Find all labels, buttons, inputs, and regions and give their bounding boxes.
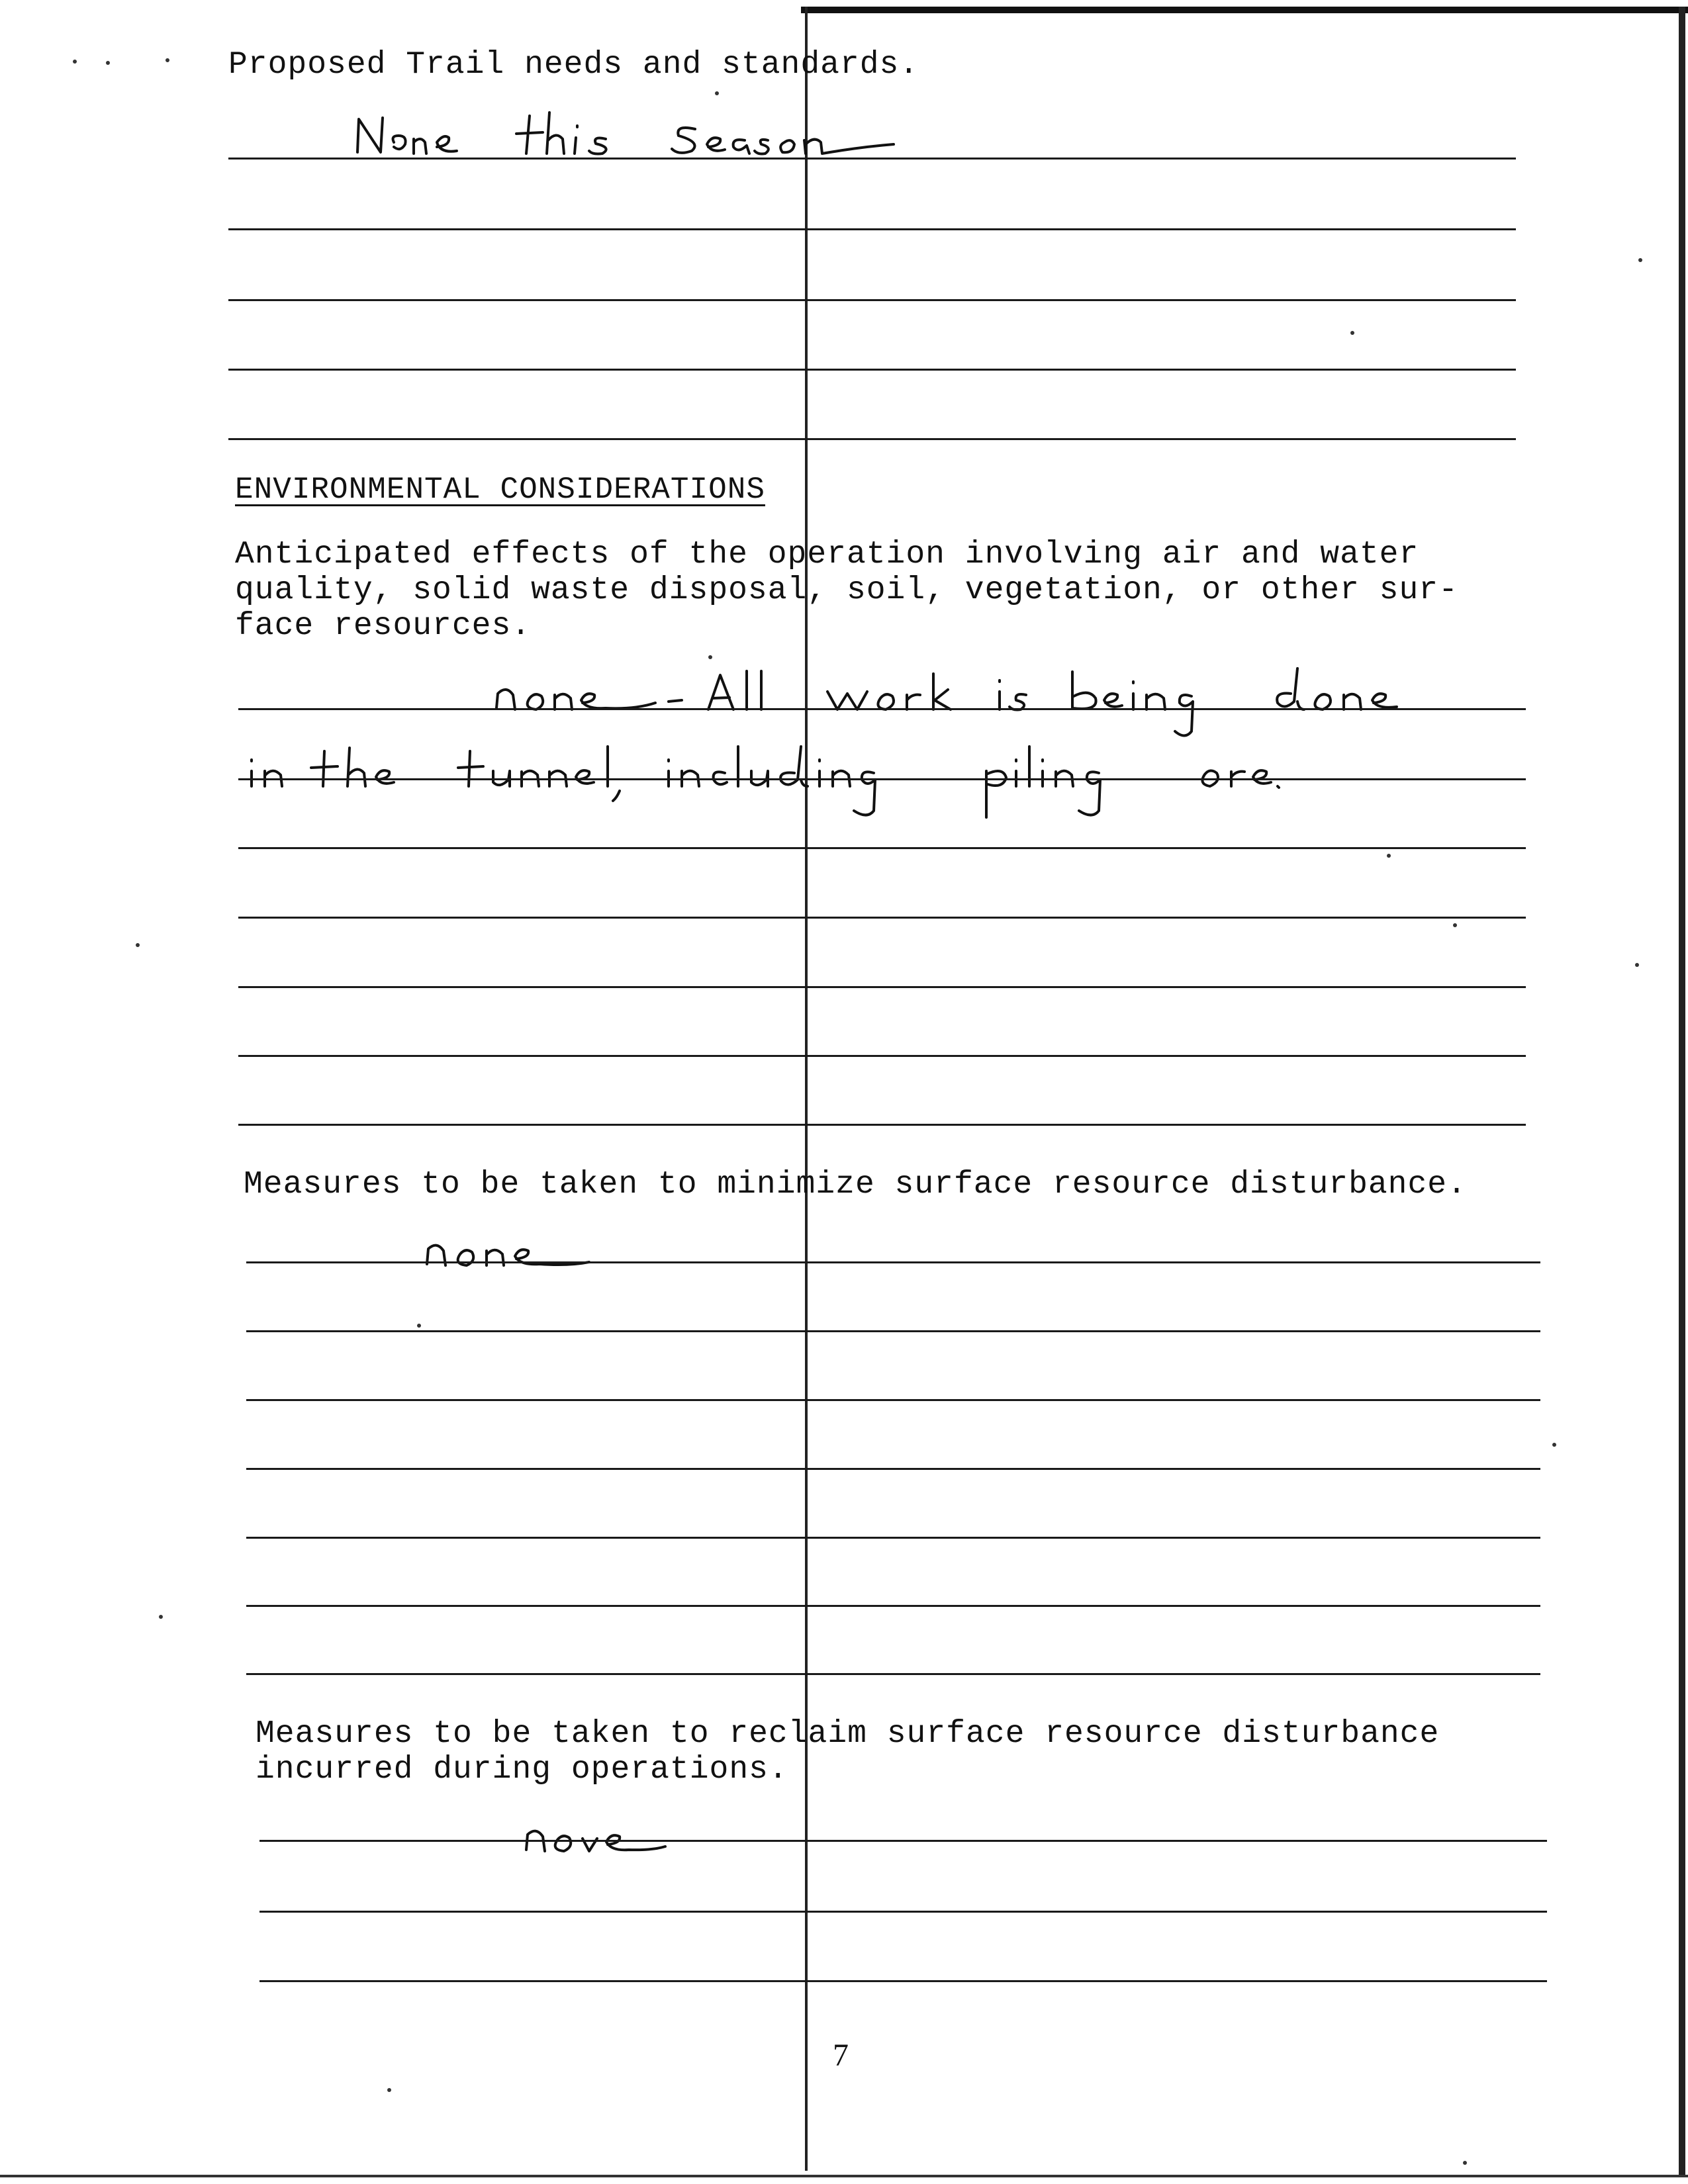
trail-answer-line-1: [228, 158, 1516, 159]
scan-speck: [1552, 1443, 1556, 1447]
minimize-answer-line-7: [246, 1673, 1540, 1675]
reclaim-label-line-1: Measures to be taken to reclaim surface resource disturbance: [256, 1716, 1440, 1752]
environmental-answer-line-6: [238, 1055, 1526, 1057]
scan-speck: [136, 943, 140, 947]
handwriting-environmental-answer: [245, 662, 1489, 821]
environmental-question-line-3: face resources.: [235, 608, 532, 644]
environmental-question-line-2: quality, solid waste disposal, soil, vegetation, or other sur-: [235, 572, 1458, 608]
reclaim-answer-line-2: [259, 1911, 1547, 1913]
minimize-answer-line-6: [246, 1605, 1540, 1607]
scan-speck: [1635, 963, 1639, 967]
trail-answer-line-3: [228, 299, 1516, 301]
scan-speck: [1463, 2161, 1467, 2165]
scan-speck: [1638, 258, 1642, 262]
minimize-answer-line-1: [246, 1261, 1540, 1263]
reclaim-answer-line-3: [259, 1980, 1547, 1982]
environmental-answer-line-5: [238, 986, 1526, 988]
scan-speck: [708, 655, 712, 659]
environmental-answer-line-1: [238, 708, 1526, 710]
environmental-question-line-1: Anticipated effects of the operation involving air and water: [235, 537, 1419, 572]
reclaim-label-line-2: incurred during operations.: [256, 1752, 788, 1788]
trail-answer-line-2: [228, 228, 1516, 230]
minimize-answer: [424, 1228, 596, 1281]
handwriting-none-this-season: [344, 106, 900, 179]
scan-border-right: [1679, 7, 1685, 2177]
scan-speck: [106, 61, 110, 65]
minimize-answer-line-4: [246, 1468, 1540, 1470]
scan-speck: [73, 60, 77, 64]
scan-speck: [417, 1324, 421, 1328]
environmental-answer-line-4: [238, 917, 1526, 919]
environmental-answer-line-2: [238, 778, 1526, 780]
scan-speck: [715, 91, 719, 95]
minimize-label: Measures to be taken to minimize surface resource disturbance.: [244, 1167, 1467, 1203]
scan-speck: [1387, 854, 1391, 858]
handwriting-none-minimize: [424, 1228, 596, 1281]
scan-speck: [387, 2088, 391, 2092]
environmental-answer-line-3: [238, 847, 1526, 849]
page-number: 7: [833, 2038, 849, 2073]
reclaim-answer-line-1: [259, 1840, 1547, 1842]
trail-answer-line-4: [228, 369, 1516, 371]
environmental-answer-line-7: [238, 1124, 1526, 1126]
minimize-answer-line-3: [246, 1399, 1540, 1401]
trail-answer: [344, 106, 900, 179]
minimize-answer-line-5: [246, 1537, 1540, 1539]
environmental-answer: [238, 662, 1483, 821]
trail-label: Proposed Trail needs and standards.: [228, 47, 919, 83]
environmental-heading: ENVIRONMENTAL CONSIDERATIONS: [235, 473, 765, 507]
page-fold-line: [805, 7, 808, 2171]
trail-answer-line-5: [228, 438, 1516, 440]
scan-border-bottom: [0, 2175, 1688, 2177]
scan-border-top: [801, 7, 1688, 13]
scan-speck: [1350, 331, 1354, 335]
scan-speck: [159, 1615, 163, 1619]
scan-speck: [1453, 923, 1457, 927]
minimize-answer-line-2: [246, 1330, 1540, 1332]
scan-speck: [165, 58, 169, 62]
